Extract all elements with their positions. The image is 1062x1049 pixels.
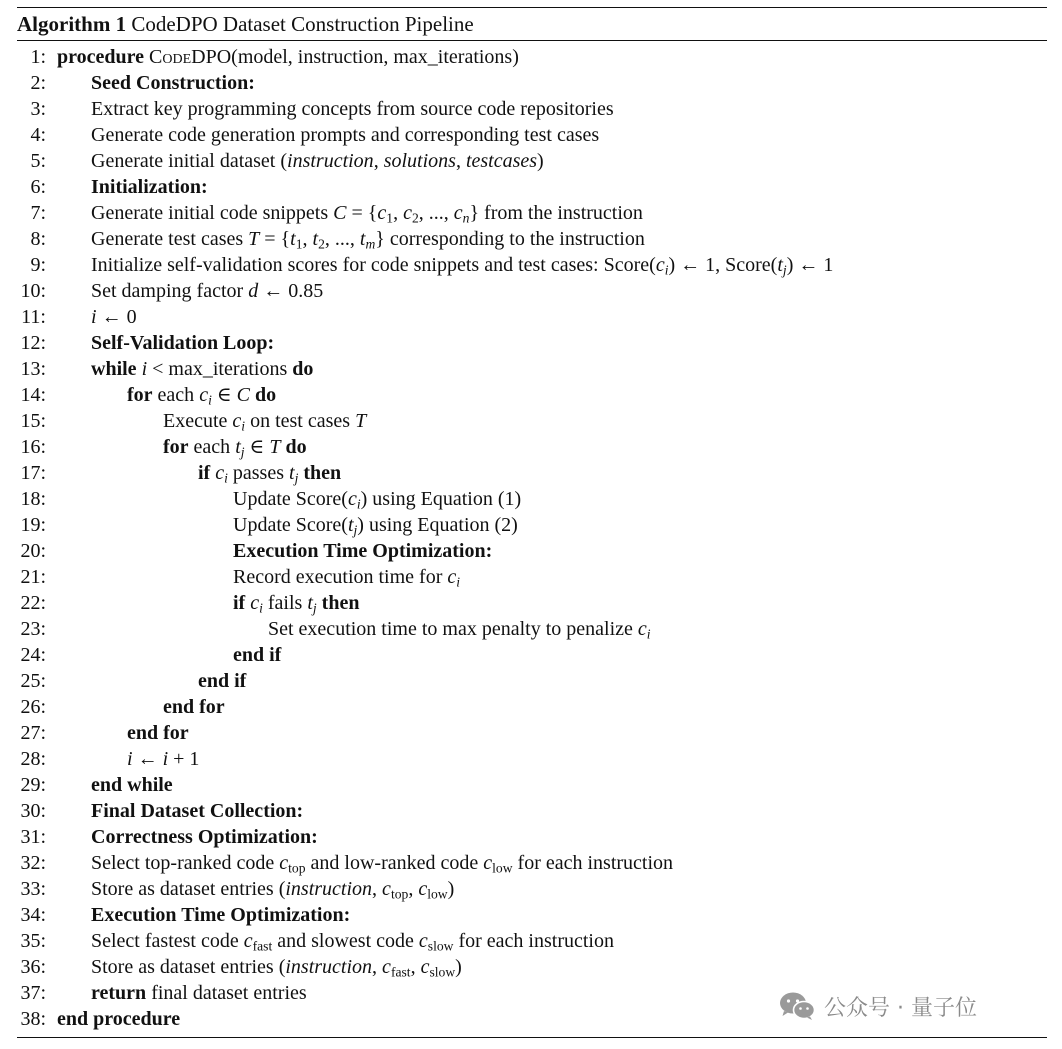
line-text: Correctness Optimization: bbox=[91, 826, 318, 848]
algorithm-line bbox=[0, 226, 1062, 252]
line-number: 20: bbox=[20, 540, 46, 562]
line-text: procedure CodeDPO(model, instruction, max_iterations) bbox=[57, 46, 519, 68]
algorithm-line bbox=[0, 746, 1062, 772]
line-number: 36: bbox=[20, 956, 46, 978]
algorithm-line bbox=[0, 200, 1062, 226]
algorithm-line bbox=[0, 720, 1062, 746]
algorithm-line bbox=[0, 70, 1062, 96]
algorithm-line bbox=[0, 564, 1062, 590]
algorithm-line bbox=[0, 850, 1062, 876]
line-text: Set execution time to max penalty to penalize $c_i$ bbox=[268, 618, 651, 642]
line-number: 15: bbox=[20, 410, 46, 432]
line-text: end for bbox=[127, 722, 189, 744]
line-number: 17: bbox=[20, 462, 46, 484]
line-number: 24: bbox=[20, 644, 46, 666]
line-number: 9: bbox=[30, 254, 46, 276]
algorithm-line bbox=[0, 408, 1062, 434]
algorithm-line bbox=[0, 96, 1062, 122]
line-text: Store as dataset entries (instruction, $c_{top}$, $c_{low}$) bbox=[91, 878, 455, 902]
line-text: while i < max_iterations do bbox=[91, 358, 314, 380]
line-number: 5: bbox=[30, 150, 46, 172]
line-text: i ← 0 bbox=[91, 306, 137, 328]
line-text: Final Dataset Collection: bbox=[91, 800, 304, 822]
line-text: if $c_i$ passes $t_j$ then bbox=[198, 462, 342, 486]
line-text: end for bbox=[163, 696, 225, 718]
line-text: if $c_i$ fails $t_j$ then bbox=[233, 592, 360, 616]
algorithm-line bbox=[0, 434, 1062, 460]
algorithm-title: CodeDPO Dataset Construction Pipeline bbox=[131, 12, 474, 36]
line-number: 13: bbox=[20, 358, 46, 380]
line-number: 11: bbox=[21, 306, 46, 328]
line-number: 35: bbox=[20, 930, 46, 952]
line-number: 14: bbox=[20, 384, 46, 406]
line-text: Execution Time Optimization: bbox=[91, 904, 351, 926]
algorithm-line bbox=[0, 122, 1062, 148]
line-text: end if bbox=[233, 644, 282, 666]
algorithm-line bbox=[0, 486, 1062, 512]
algorithm-line bbox=[0, 902, 1062, 928]
line-text: return final dataset entries bbox=[91, 982, 307, 1004]
line-number: 32: bbox=[20, 852, 46, 874]
line-number: 23: bbox=[20, 618, 46, 640]
line-text: Generate initial code snippets $C = \{c_1$, $c_2$, ..., $c_n$} from the instruction bbox=[91, 202, 643, 226]
algorithm-line bbox=[0, 590, 1062, 616]
line-number: 6: bbox=[30, 176, 46, 198]
line-number: 34: bbox=[20, 904, 46, 926]
line-text: i ← i + 1 bbox=[127, 748, 200, 770]
line-text: Extract key programming concepts from source code repositories bbox=[91, 98, 614, 120]
line-number: 3: bbox=[30, 98, 46, 120]
line-number: 38: bbox=[20, 1008, 46, 1030]
line-text: Generate initial dataset (instruction, solutions, testcases) bbox=[91, 150, 544, 172]
line-number: 21: bbox=[20, 566, 46, 588]
line-text: end if bbox=[198, 670, 247, 692]
line-text: Update $Score(t_j)$ using Equation (2) bbox=[233, 514, 518, 538]
line-number: 31: bbox=[20, 826, 46, 848]
line-text: for each $t_j$ ∈ T do bbox=[163, 436, 307, 460]
algorithm-line bbox=[0, 798, 1062, 824]
algorithm-line bbox=[0, 44, 1062, 70]
algorithm-caption bbox=[17, 10, 474, 38]
algorithm-line bbox=[0, 460, 1062, 486]
line-number: 1: bbox=[30, 46, 46, 68]
line-number: 4: bbox=[30, 124, 46, 146]
line-text: Set damping factor d ← 0.85 bbox=[91, 280, 324, 302]
algorithm-line bbox=[0, 148, 1062, 174]
line-number: 28: bbox=[20, 748, 46, 770]
line-number: 7: bbox=[30, 202, 46, 224]
line-number: 18: bbox=[20, 488, 46, 510]
algorithm-line bbox=[0, 824, 1062, 850]
line-number: 25: bbox=[20, 670, 46, 692]
line-number: 12: bbox=[20, 332, 46, 354]
line-text: for each $c_i$ ∈ C do bbox=[127, 384, 277, 408]
line-number: 29: bbox=[20, 774, 46, 796]
line-text: Seed Construction: bbox=[91, 72, 255, 94]
line-text: end while bbox=[91, 774, 173, 796]
line-text: Execution Time Optimization: bbox=[233, 540, 493, 562]
algorithm-line bbox=[0, 382, 1062, 408]
algorithm-line bbox=[0, 876, 1062, 902]
line-number: 33: bbox=[20, 878, 46, 900]
algorithm-line bbox=[0, 954, 1062, 980]
algorithm-line bbox=[0, 616, 1062, 642]
line-number: 16: bbox=[20, 436, 46, 458]
line-text: Execute $c_i$ on test cases T bbox=[163, 410, 367, 434]
algorithm-line bbox=[0, 538, 1062, 564]
line-text: end procedure bbox=[57, 1008, 181, 1030]
algorithm-line bbox=[0, 512, 1062, 538]
line-text: Store as dataset entries (instruction, $c_{fast}$, $c_{slow}$) bbox=[91, 956, 462, 980]
top-rule bbox=[17, 7, 1047, 8]
algorithm-line bbox=[0, 928, 1062, 954]
line-text: Update $Score(c_i)$ using Equation (1) bbox=[233, 488, 522, 512]
algorithm-line bbox=[0, 304, 1062, 330]
algorithm-line bbox=[0, 330, 1062, 356]
wechat-icon bbox=[778, 991, 816, 1021]
line-number: 26: bbox=[20, 696, 46, 718]
line-text: Record execution time for $c_i$ bbox=[233, 566, 461, 590]
line-text: Self-Validation Loop: bbox=[91, 332, 275, 354]
algorithm-label: Algorithm 1 bbox=[17, 12, 127, 36]
algorithm-line bbox=[0, 356, 1062, 382]
algorithm-line bbox=[0, 642, 1062, 668]
algorithm-line bbox=[0, 174, 1062, 200]
line-text: Select fastest code $c_{fast}$ and slowest code $c_{slow}$ for each instruction bbox=[91, 930, 614, 954]
algorithm-line bbox=[0, 278, 1062, 304]
line-number: 37: bbox=[20, 982, 46, 1004]
algorithm-line bbox=[0, 772, 1062, 798]
line-number: 19: bbox=[20, 514, 46, 536]
algorithm-line bbox=[0, 668, 1062, 694]
line-text: Generate test cases $T = \{t_1$, $t_2$, ..., $t_m$} corresponding to the instruction bbox=[91, 228, 645, 252]
line-number: 8: bbox=[30, 228, 46, 250]
line-number: 27: bbox=[20, 722, 46, 744]
algorithm-line bbox=[0, 252, 1062, 278]
line-number: 2: bbox=[30, 72, 46, 94]
line-number: 22: bbox=[20, 592, 46, 614]
caption-rule bbox=[17, 40, 1047, 41]
algorithm-line bbox=[0, 694, 1062, 720]
line-number: 10: bbox=[20, 280, 46, 302]
line-text: Generate code generation prompts and corresponding test cases bbox=[91, 124, 600, 146]
line-text: Initialization: bbox=[91, 176, 208, 198]
bottom-rule bbox=[17, 1037, 1047, 1038]
line-number: 30: bbox=[20, 800, 46, 822]
line-text: Initialize self-validation scores for code snippets and test cases: $Score(c_i)$ ← 1, $Score(t_j)$ ← 1 bbox=[91, 254, 834, 278]
watermark-text: 公众号 · 量子位 bbox=[824, 995, 977, 1021]
line-text: Select top-ranked code $c_{top}$ and low-ranked code $c_{low}$ for each instruction bbox=[91, 852, 674, 876]
watermark bbox=[778, 988, 977, 1024]
